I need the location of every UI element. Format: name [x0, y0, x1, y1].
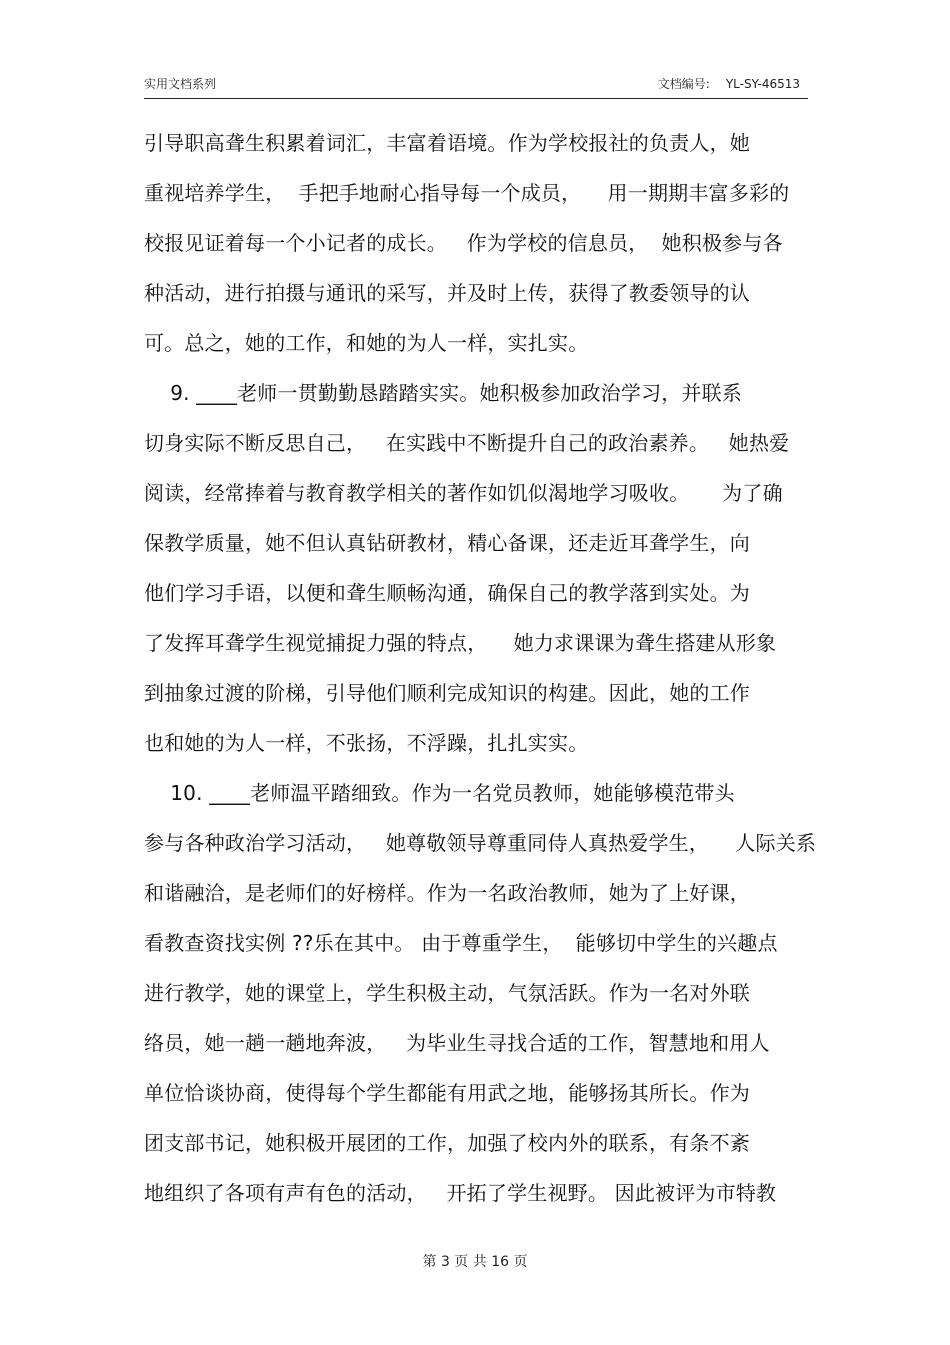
- body-line: 了发挥耳聋学生视觉捕捉力强的特点， 她力求课课为聋生搭建从形象: [144, 631, 777, 655]
- body-line: 校报见证着每一个小记者的成长。 作为学校的信息员， 她积极参与各: [144, 231, 783, 255]
- body-line: 到抽象过渡的阶梯，引导他们顺利完成知识的构建。因此，她的工作: [144, 681, 750, 705]
- body-line: 种活动，进行拍摄与通讯的采写，并及时上传，获得了教委领导的认: [144, 281, 750, 305]
- header-series-title: 实用文档系列: [144, 77, 217, 91]
- body-line: 也和她的为人一样，不张扬，不浮躁，扎扎实实。: [144, 731, 589, 755]
- body-line: 络员，她一趟一趟地奔波， 为毕业生寻找合适的工作，智慧地和用人: [144, 1031, 770, 1055]
- paragraph-10-start: 10. ____老师温平踏细致。作为一名党员教师，她能够模范带头: [144, 781, 735, 805]
- body-line: 阅读，经常捧着与教育教学相关的著作如饥似渴地学习吸收。 为了确: [144, 481, 783, 505]
- body-line: 单位恰谈协商，使得每个学生都能有用武之地，能够扬其所长。作为: [144, 1081, 750, 1105]
- body-line: 进行教学，她的课堂上，学生积极主动，气氛活跃。作为一名对外联: [144, 981, 750, 1005]
- body-line: 团支部书记，她积极开展团的工作，加强了校内外的联系，有条不紊: [144, 1131, 750, 1155]
- body-line: 地组织了各项有声有色的活动， 开拓了学生视野。 因此被评为市特教: [144, 1181, 777, 1205]
- page-footer: 第 3 页 共 16 页: [422, 1254, 528, 1270]
- body-line: 切身实际不断反思自己， 在实践中不断提升自己的政治素养。 她热爱: [144, 431, 790, 455]
- body-line: 和谐融洽，是老师们的好榜样。作为一名政治教师，她为了上好课，: [144, 881, 750, 905]
- body-line: 看教查资找实例 ??乐在其中。 由于尊重学生， 能够切中学生的兴趣点: [144, 931, 778, 955]
- body-line: 他们学习手语，以便和聋生顺畅沟通，确保自己的教学落到实处。为: [144, 581, 750, 605]
- doc-number-label: 文档编号:: [657, 77, 710, 91]
- body-line: 可。总之，她的工作，和她的为人一样，实扎实。: [144, 331, 589, 355]
- body-line: 参与各种政治学习活动， 她尊敬领导尊重同侍人真热爱学生， 人际关系: [144, 831, 817, 855]
- header-doc-number: [658, 75, 800, 93]
- body-line: 重视培养学生， 手把手地耐心指导每一个成员， 用一期期丰富多彩的: [144, 181, 790, 205]
- page-header: [144, 74, 808, 99]
- body-line: 保教学质量，她不但认真钻研教材，精心备课，还走近耳聋学生，向: [144, 531, 750, 555]
- body-line: 引导职高聋生积累着词汇，丰富着语境。作为学校报社的负责人，她: [144, 131, 750, 155]
- doc-number-value: YL-SY-46513: [725, 77, 800, 91]
- paragraph-9-start: 9. ____老师一贯勤勤恳踏踏实实。她积极参加政治学习，并联系: [144, 381, 743, 405]
